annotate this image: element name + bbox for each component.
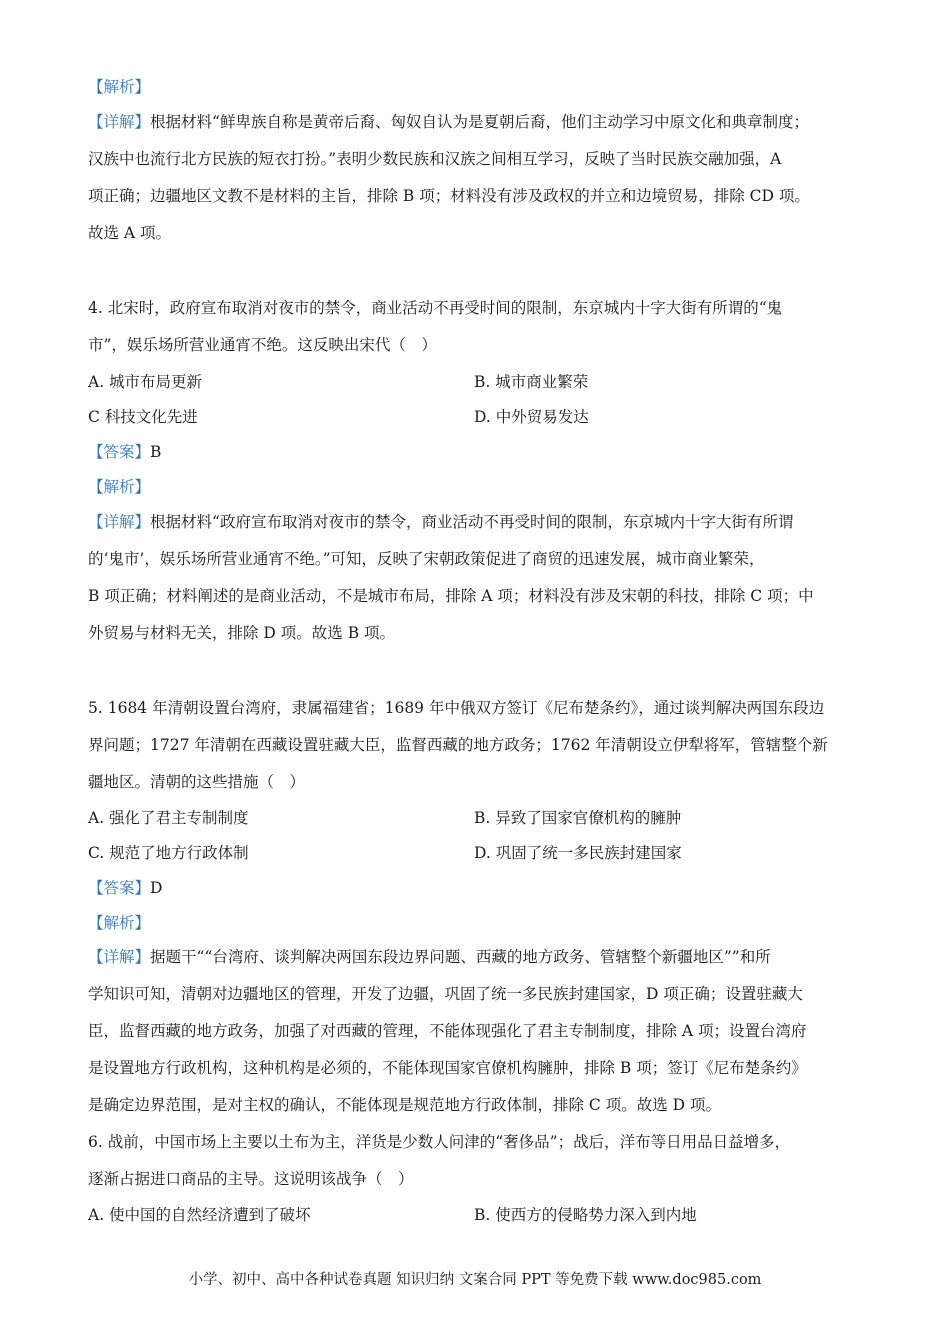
line-text: B (150, 443, 162, 461)
text-line (88, 1168, 414, 1190)
option-a: C 科技文化先进 (88, 408, 198, 426)
text-line (88, 148, 781, 170)
line-text: 界问题；1727 年清朝在西藏设置驻藏大臣，监督西藏的地方政务；1762 年清朝设立伊犁将军，管辖整个新 (88, 736, 828, 754)
text-line (88, 912, 150, 934)
text-line (88, 185, 810, 207)
section-tag: 【详解】 (88, 948, 151, 966)
option-b: D. 巩固了统一多民族封建国家 (474, 844, 682, 862)
line-text: 疆地区。清朝的这些措施（ ） (88, 773, 306, 791)
option-row (88, 807, 868, 829)
line-text: 根据材料“鲜卑族自称是黄帝后裔、匈奴自认为是夏朝后裔，他们主动学习中原文化和典章制度； (150, 113, 809, 131)
text-line (88, 111, 809, 133)
section-tag: 【答案】 (88, 443, 151, 461)
text-line (88, 771, 305, 793)
text-line (88, 946, 771, 968)
line-text: 逐渐占据进口商品的主导。这说明该战争（ ） (88, 1170, 414, 1188)
option-row (88, 406, 868, 428)
section-tag: 【答案】 (88, 879, 151, 897)
option-a: C. 规范了地方行政体制 (88, 844, 249, 862)
text-line (88, 1131, 790, 1153)
option-b: B. 城市商业繁荣 (474, 373, 589, 391)
text-line (88, 622, 395, 644)
text-line (88, 476, 150, 498)
line-text: 外贸易与材料无关，排除 D 项。故选 B 项。 (88, 624, 396, 642)
option-row (88, 1204, 868, 1226)
line-text: 据题干““台湾府、谈判解决两国东段边界问题、西藏的地方政务、管辖整个新疆地区””和所 (150, 948, 771, 966)
text-line (88, 76, 150, 98)
option-a: A. 强化了君主专制制度 (88, 809, 249, 827)
text-line (88, 297, 782, 319)
line-text: 4. 北宋时，政府宣布取消对夜市的禁令，商业活动不再受时间的限制，东京城内十字大街有所谓的“鬼 (88, 299, 783, 317)
line-text: 学知识可知，清朝对边疆地区的管理，开发了边疆，巩固了统一多民族封建国家，D 项正确；设置驻藏大 (88, 985, 803, 1003)
text-line (88, 585, 814, 607)
line-text: 根据材料“政府宣布取消对夜市的禁令，商业活动不再受时间的限制，东京城内十字大街有所谓 (150, 513, 794, 531)
line-text: 是设置地方行政机构，这种机构是必须的，不能体现国家官僚机构臃肿，排除 B 项；签订《尼布楚条约》 (88, 1059, 807, 1077)
text-line (88, 734, 828, 756)
text-line (88, 511, 793, 533)
line-text: 是确定边界范围，是对主权的确认，不能体现是规范地方行政体制，排除 C 项。故选 D 项。 (88, 1096, 721, 1114)
line-text: 汉族中也流行北方民族的短衣打扮。”表明少数民族和汉族之间相互学习，反映了当时民族交融加强，A (88, 150, 782, 168)
section-tag: 【解析】 (88, 914, 151, 932)
text-line (88, 222, 171, 244)
line-text: 6. 战前，中国市场上主要以土布为主，洋货是少数人问津的“奢侈品”；战后，洋布等日用品日益增多， (88, 1133, 791, 1151)
text-line (88, 1057, 807, 1079)
line-text: B 项正确；材料阐述的是商业活动，不是城市布局，排除 A 项；材料没有涉及宋朝的科技，排除 C 项；中 (88, 587, 814, 605)
page-footer: 小学、初中、高中各种试卷真题 知识归纳 文案合同 PPT 等免费下载 www.doc985.com (188, 1272, 762, 1288)
line-text: 的‘鬼市’，娱乐场所营业通宵不绝。”可知，反映了宋朝政策促进了商贸的迅速发展，城市商业繁荣， (88, 550, 765, 568)
text-line (88, 697, 824, 719)
line-text: 故选 A 项。 (88, 224, 172, 242)
option-b: B. 使西方的侵略势力深入到内地 (474, 1206, 697, 1224)
option-b: B. 异致了国家官僚机构的臃肿 (474, 809, 682, 827)
option-a: A. 使中国的自然经济遭到了破坏 (88, 1206, 311, 1224)
line-text: D (150, 879, 163, 897)
line-text: 市”，娱乐场所营业通宵不绝。这反映出宋代（ ） (88, 336, 437, 354)
section-tag: 【详解】 (88, 513, 151, 531)
option-a: A. 城市布局更新 (88, 373, 203, 391)
text-line (88, 983, 803, 1005)
text-line (88, 441, 161, 463)
text-line (88, 1094, 721, 1116)
text-line (88, 548, 765, 570)
line-text: 5. 1684 年清朝设置台湾府，隶属福建省；1689 年中俄双方签订《尼布楚条约》，通过谈判解决两国东段边 (88, 699, 825, 717)
text-line (88, 877, 162, 899)
section-tag: 【解析】 (88, 478, 151, 496)
line-text: 项正确；边疆地区文教不是材料的主旨，排除 B 项；材料没有涉及政权的并立和边境贸易，排除 CD 项。 (88, 187, 810, 205)
text-line (88, 334, 437, 356)
text-line (88, 1020, 807, 1042)
line-text: 臣，监督西藏的地方政务，加强了对西藏的管理，不能体现强化了君主专制制度，排除 A 项；设置台湾府 (88, 1022, 807, 1040)
section-tag: 【详解】 (88, 113, 151, 131)
option-b: D. 中外贸易发达 (474, 408, 589, 426)
option-row (88, 842, 868, 864)
section-tag: 【解析】 (88, 78, 151, 96)
option-row (88, 371, 868, 393)
